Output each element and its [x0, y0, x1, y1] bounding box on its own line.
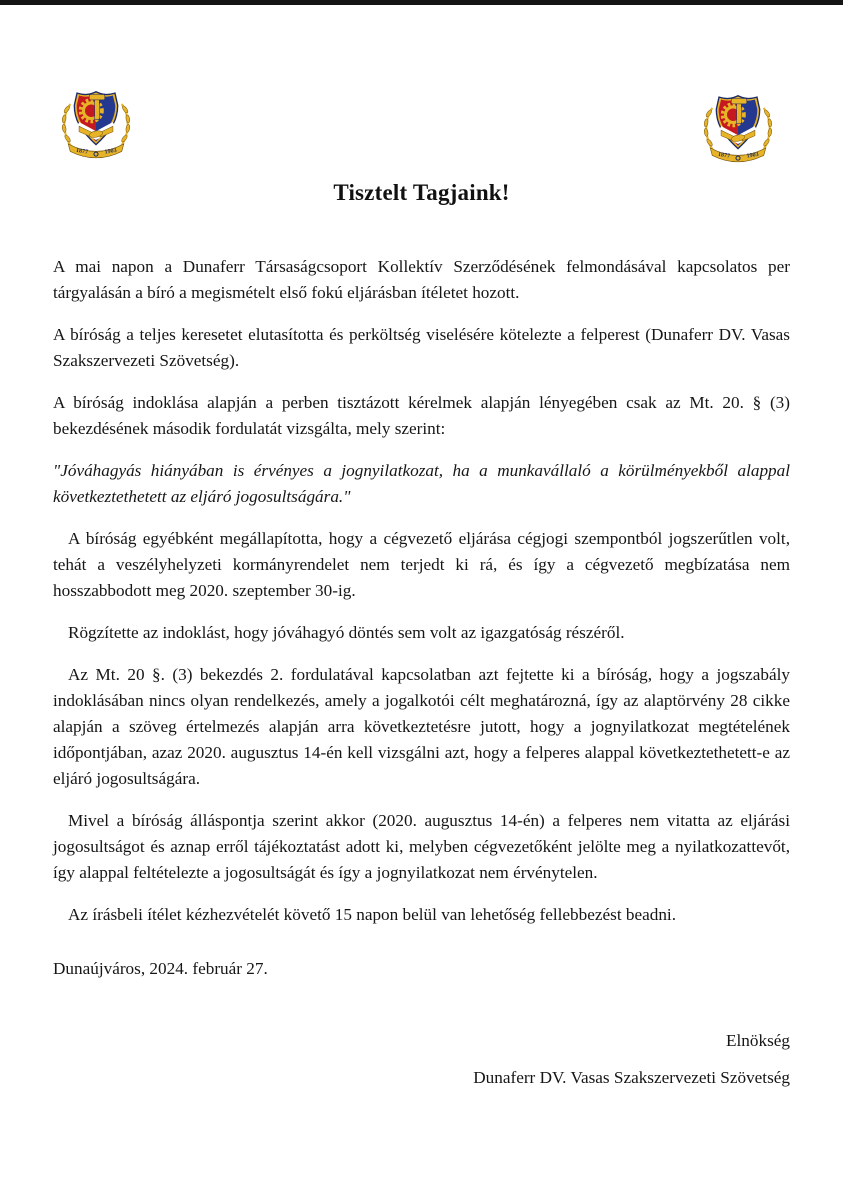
page-title: Tisztelt Tagjaink! — [333, 180, 510, 205]
year-start: 1877 — [717, 151, 731, 160]
signature-role: Elnökség — [726, 1031, 790, 1050]
date-line: Dunaújváros, 2024. február 27. — [53, 959, 268, 978]
paragraph-record: Rögzítette az indoklást, hogy jóváhagyó döntés sem volt az igazgatóság részéről. — [68, 623, 625, 642]
letter-body — [53, 254, 790, 928]
year-end: 1903 — [104, 147, 118, 156]
paragraph-appeal: Az írásbeli ítélet kézhezvételét követő 15 napon belül van lehetőség fellebbezést beadni. — [68, 905, 676, 924]
scan-artifact-top — [0, 0, 843, 5]
year-banner — [68, 144, 124, 158]
paragraph-ruling: A bíróság a teljes keresetet elutasította és perköltség viselésére kötelezte a felperest (Dunaferr DV. Vasas Szakszervezeti Szövetség). — [53, 325, 790, 370]
paragraph-reasoning: A bíróság indoklása alapján a perben tisztázott kérelmek alapján lényegében csak az Mt. 20. § (3) bekezdésének második fordulatát vizsgálta, mely szerint: — [53, 393, 790, 438]
year-start: 1877 — [75, 147, 89, 156]
year-banner — [710, 148, 766, 162]
signature-block — [53, 1028, 790, 1091]
year-end: 1903 — [746, 151, 760, 160]
paragraph-intro: A mai napon a Dunaferr Társaságcsoport Kollektív Szerződésének felmondásával kapcsolatos per tárgyalásán a bíró a megismételt első fokú eljárásban ítéletet hozott. — [53, 257, 790, 302]
union-emblem-logo-left — [55, 85, 137, 169]
paragraph-findings: A bíróság egyébként megállapította, hogy a cégvezető eljárása cégjogi szempontból jogszerűtlen volt, tehát a veszélyhelyzeti kormányrendelet nem terjedt ki rá, és így a cégvezető megbízatása nem hosszabbodott meg 2020. szeptember 30-ig. — [53, 529, 790, 600]
signature-organization: Dunaferr DV. Vasas Szakszervezeti Szövetség — [473, 1068, 790, 1087]
union-emblem-logo-right — [697, 89, 779, 173]
paragraph-mt20: Az Mt. 20 §. (3) bekezdés 2. fordulatával kapcsolatban azt fejtette ki a bíróság, hogy a jogszabály indoklásában nincs olyan rendelkezés, amely a jogalkotói célt meghatározná, így az alaptörvény 28 cikke alapján a szöveg értelmezés alapján arra következtetésre jutott, hogy a jognyilatkozat megtételének időpontjában, azaz 2020. augusztus 14-én kell vizsgálni azt, hogy a felperes alappal következtethetett-e az eljáró jogosultságára. — [53, 665, 790, 788]
paragraph-conclusion: Mivel a bíróság álláspontja szerint akkor (2020. augusztus 14-én) a felperes nem vitatta az eljárási jogosultságot és aznap erről tájékoztatást adott ki, melyben cégvezetőként jelölte meg a nyilatkozattevőt, így alappal feltételezte a jogosultságát és így a jognyilatkozat nem érvénytelen. — [53, 811, 790, 882]
paragraph-legal-quote: "Jóváhagyás hiányában is érvényes a jognyilatkozat, ha a munkavállaló a körülményekből alappal következtethetett az eljáró jogosultságára." — [53, 461, 790, 506]
